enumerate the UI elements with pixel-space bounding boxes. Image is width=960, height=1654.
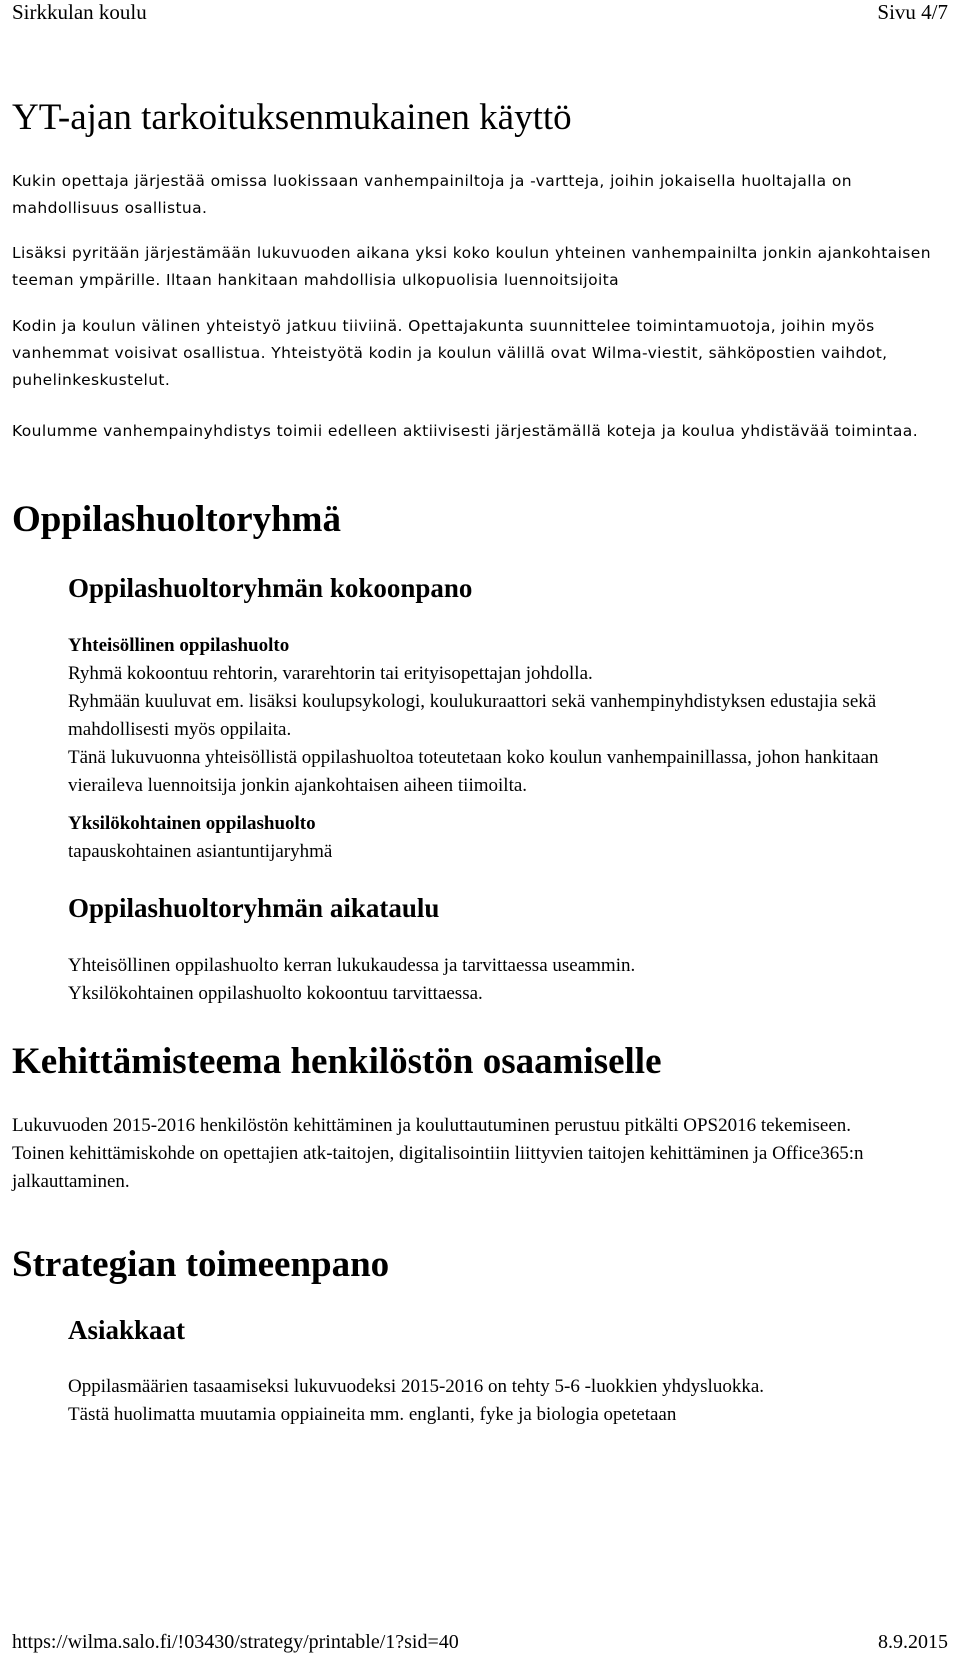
page-footer: [12, 1630, 948, 1654]
school-name: Sirkkulan koulu: [12, 0, 147, 24]
aikataulu-line-2: Yksilökohtainen oppilashuolto kokoontuu tarvittaessa.: [68, 983, 483, 1004]
asiakkaat-line-1: Oppilasmäärien tasaamiseksi lukuvuodeksi 2015-2016 on tehty 5-6 -luokkien yhdysluokka.: [68, 1376, 765, 1397]
kehittaminen-line-1: Lukuvuoden 2015-2016 henkilöstön kehittäminen ja kouluttautuminen perustuu pitkälti OPS2016 tekemiseen.: [12, 1115, 852, 1136]
footer-url: https://wilma.salo.fi/!03430/strategy/printable/1?sid=40: [12, 1631, 459, 1653]
section-title-oppilashuolto: Oppilashuoltoryhmä: [12, 499, 341, 540]
yt-paragraph-4: Koulumme vanhempainyhdistys toimii edelleen aktiivisesti järjestämällä koteja ja koulua yhdistävää toimintaa.: [12, 422, 919, 440]
section-title-kehittaminen: Kehittämisteema henkilöstön osaamiselle: [12, 1041, 662, 1082]
aikataulu-line-1: Yhteisöllinen oppilashuolto kerran lukukaudessa ja tarvittaessa useammin.: [68, 955, 636, 976]
kehittaminen-line-2: Toinen kehittämiskohde on opettajien atk-taitojen, digitalisointiin liittyvien taitojen kehittäminen ja Office365:n jalkauttaminen.: [12, 1143, 864, 1192]
yhteisollinen-line-1: Ryhmä kokoontuu rehtorin, vararehtorin tai erityisopettajan johdolla.: [68, 663, 593, 684]
footer-date: 8.9.2015: [878, 1631, 948, 1653]
yksilo-line-1: tapauskohtainen asiantuntijaryhmä: [68, 841, 333, 862]
subsection-title-kokoonpano: Oppilashuoltoryhmän kokoonpano: [68, 573, 473, 603]
aikataulu-body: [68, 952, 948, 1008]
yhteisollinen-line-2: Ryhmään kuuluvat em. lisäksi koulupsykologi, koulukuraattori sekä vanhempinyhdistyksen edustajia sekä mahdollisesti myös oppilaita.: [68, 691, 877, 740]
page-header: [12, 0, 948, 24]
section-title-yt: YT-ajan tarkoituksenmukainen käyttö: [12, 97, 572, 138]
kokoonpano-body: [68, 632, 948, 800]
asiakkaat-line-2: Tästä huolimatta muutamia oppiaineita mm. englanti, fyke ja biologia opetetaan: [68, 1404, 677, 1425]
yksilo-label: Yksilökohtainen oppilashuolto: [68, 813, 316, 834]
kehittaminen-body: [12, 1112, 948, 1196]
yksilo-body: [68, 810, 948, 866]
yhteisollinen-line-3: Tänä lukuvuonna yhteisöllistä oppilashuoltoa toteutetaan koko koulun vanhempainillassa, johon hankitaan vieraileva luennoitsija jonkin ajankohtaisen aiheen tiimoilta.: [68, 747, 879, 796]
yt-paragraph-3: Kodin ja koulun välinen yhteistyö jatkuu tiiviinä. Opettajakunta suunnittelee toimintamuotoja, joihin myös vanhemmat voisivat osallistua. Yhteistyötä kodin ja koulun välillä ovat Wilma-viestit, sähköpostien vaihdot, puhelinkeskustelut.: [12, 317, 888, 389]
asiakkaat-body: [68, 1373, 948, 1429]
yhteisollinen-label: Yhteisöllinen oppilashuolto: [68, 635, 290, 656]
section-title-strategia: Strategian toimeenpano: [12, 1244, 390, 1285]
yt-paragraph-2: Lisäksi pyritään järjestämään lukuvuoden aikana yksi koko koulun yhteinen vanhempainilta jonkin ajankohtaisen teeman ympärille. Iltaan hankitaan mahdollisia ulkopuolisia luennoitsijoita: [12, 244, 931, 289]
subsection-title-aikataulu: Oppilashuoltoryhmän aikataulu: [68, 893, 440, 923]
yt-paragraph-1: Kukin opettaja järjestää omissa luokissaan vanhempainiltoja ja -vartteja, joihin jokaisella huoltajalla on mahdollisuus osallistua.: [12, 172, 852, 217]
subsection-title-asiakkaat: Asiakkaat: [68, 1315, 186, 1345]
page-number: Sivu 4/7: [877, 0, 948, 24]
